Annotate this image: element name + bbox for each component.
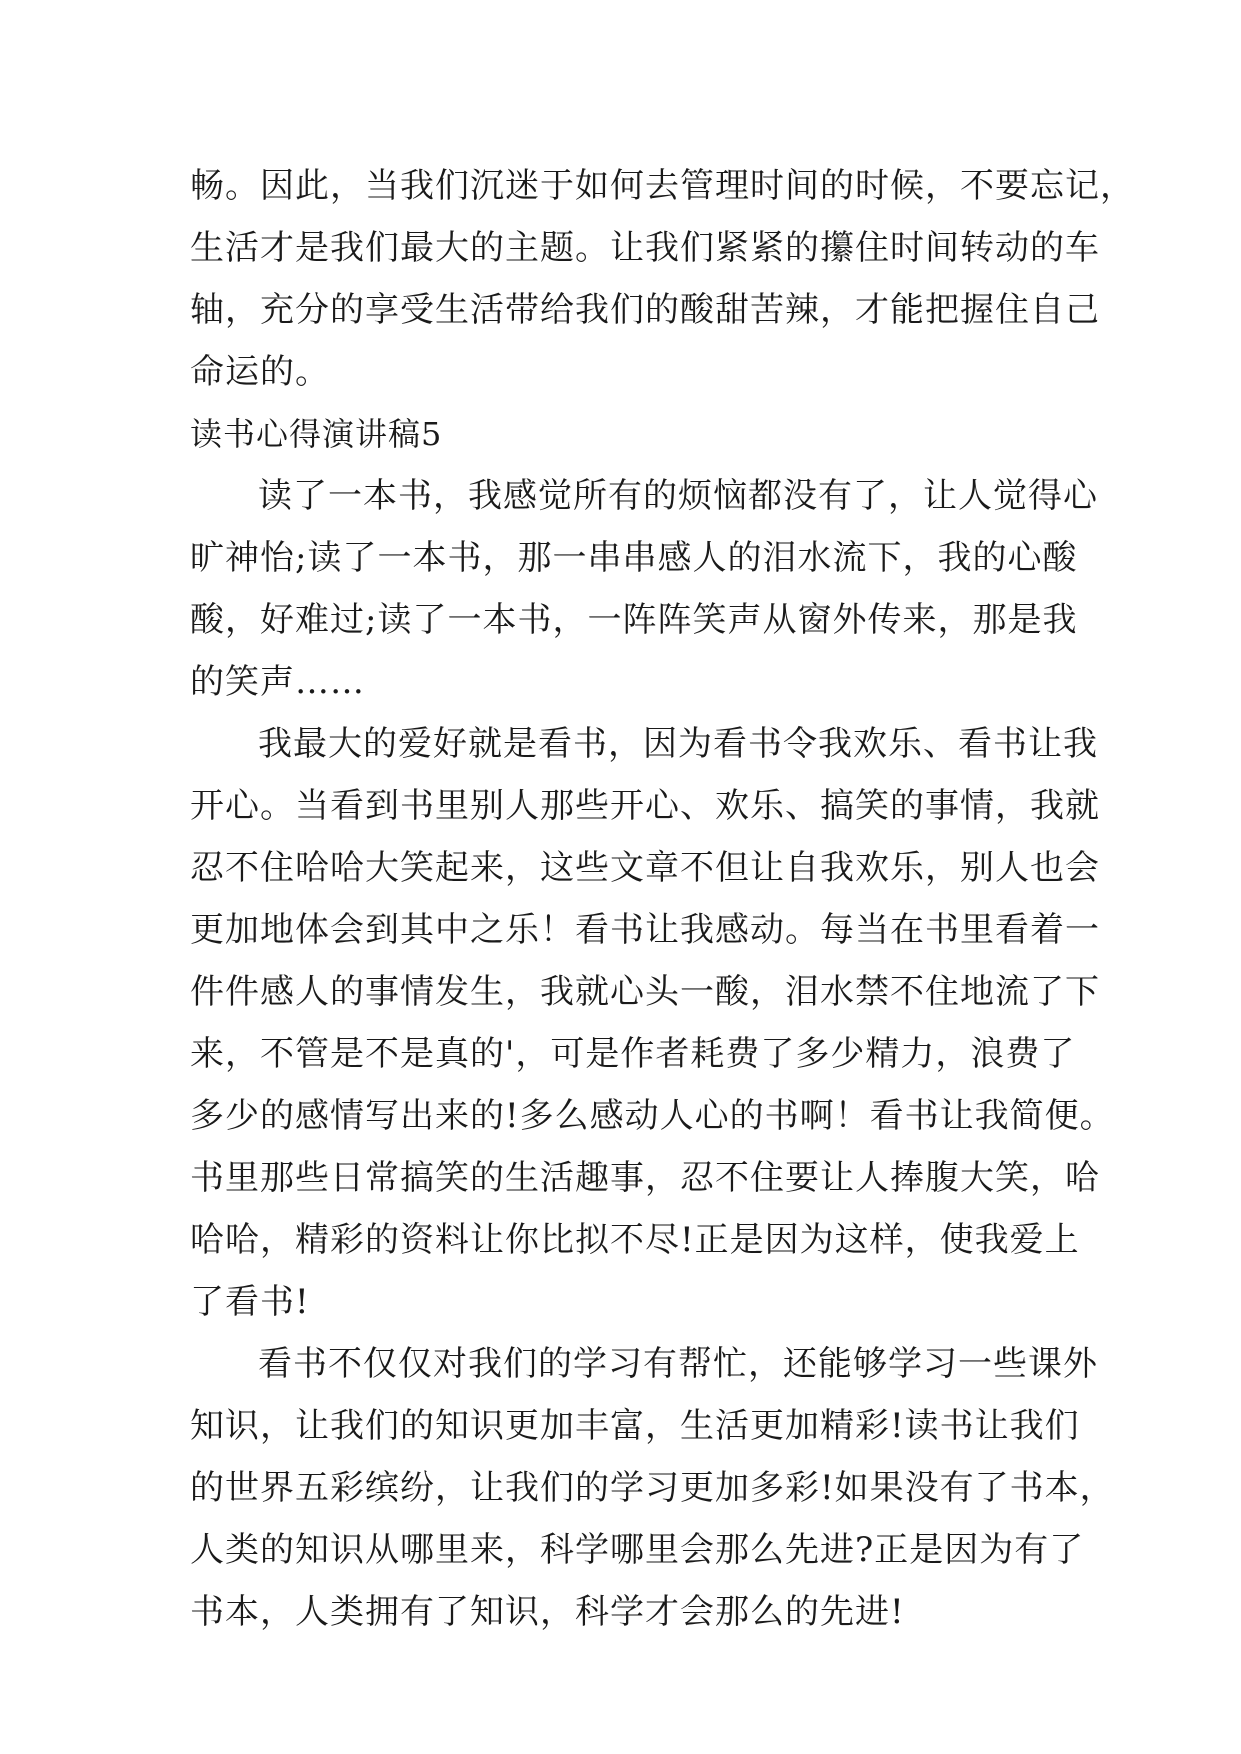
section-heading: 读书心得演讲稿5 xyxy=(190,415,443,453)
text-line: 酸，好难过;读了一本书，一阵阵笑声从窗外传来，那是我 xyxy=(190,600,1078,640)
text-line: 来，不管是不是真的'，可是作者耗费了多少精力，浪费了 xyxy=(190,1034,1076,1074)
document-body xyxy=(190,155,1135,1643)
text-line: 多少的感情写出来的!多么感动人心的书啊！看书让我简便。 xyxy=(190,1096,1115,1136)
text-line: 的世界五彩缤纷，让我们的学习更加多彩!如果没有了书本， xyxy=(190,1468,1115,1508)
text-line: 了看书! xyxy=(190,1282,310,1322)
text-line: 旷神怡;读了一本书，那一串串感人的泪水流下，我的心酸 xyxy=(190,538,1078,578)
text-line: 更加地体会到其中之乐！看书让我感动。每当在书里看着一 xyxy=(190,910,1100,950)
text-line: 读了一本书，我感觉所有的烦恼都没有了，让人觉得心 xyxy=(258,476,1098,516)
text-line: 人类的知识从哪里来，科学哪里会那么先进?正是因为有了 xyxy=(190,1530,1085,1570)
text-line: 生活才是我们最大的主题。让我们紧紧的攥住时间转动的车 xyxy=(190,228,1100,268)
text-line: 看书不仅仅对我们的学习有帮忙，还能够学习一些课外 xyxy=(258,1344,1098,1384)
text-line: 书里那些日常搞笑的生活趣事，忍不住要让人捧腹大笑，哈 xyxy=(190,1158,1100,1198)
text-line: 忍不住哈哈大笑起来，这些文章不但让自我欢乐，别人也会 xyxy=(190,848,1100,888)
text-line: 的笑声…… xyxy=(190,662,365,702)
text-line: 知识，让我们的知识更加丰富，生活更加精彩!读书让我们 xyxy=(190,1406,1080,1446)
text-line: 开心。当看到书里别人那些开心、欢乐、搞笑的事情，我就 xyxy=(190,786,1100,826)
text-line: 畅。因此，当我们沉迷于如何去管理时间的时候，不要忘记， xyxy=(190,166,1135,206)
text-line: 件件感人的事情发生，我就心头一酸，泪水禁不住地流了下 xyxy=(190,972,1100,1012)
text-line: 我最大的爱好就是看书，因为看书令我欢乐、看书让我 xyxy=(258,724,1098,764)
text-line: 命运的。 xyxy=(190,352,330,392)
text-line: 哈哈，精彩的资料让你比拟不尽!正是因为这样，使我爱上 xyxy=(190,1220,1080,1260)
text-line: 书本，人类拥有了知识，科学才会那么的先进! xyxy=(190,1592,905,1632)
text-line: 轴，充分的享受生活带给我们的酸甜苦辣，才能把握住自己 xyxy=(190,290,1100,330)
